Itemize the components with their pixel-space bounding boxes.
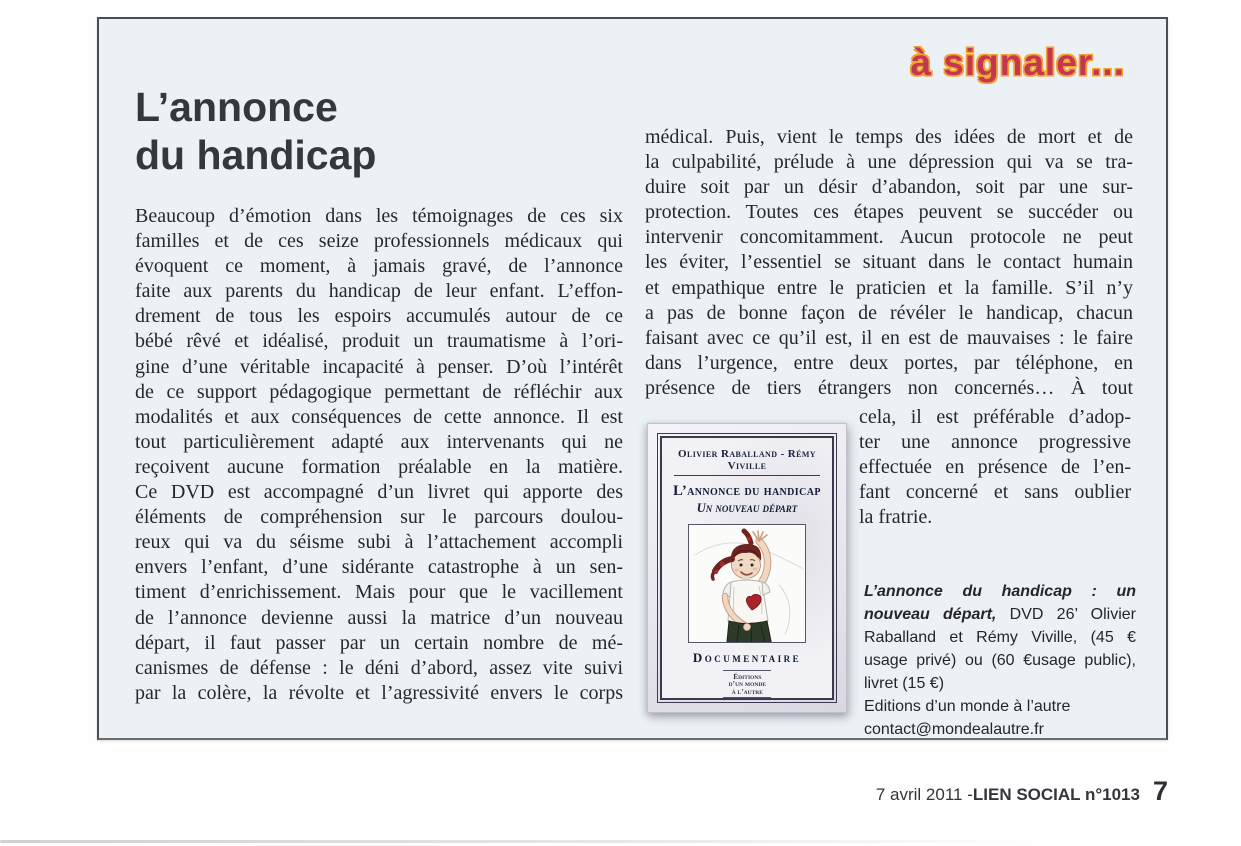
text-line: présence de tiers étrangers non concernés… À tout bbox=[645, 376, 1133, 399]
article-column-right bbox=[645, 125, 1133, 401]
section-label: à signaler... bbox=[910, 42, 1125, 83]
text-line: la culpabilité, prélude à une dépression qui va se tra- bbox=[645, 151, 1133, 174]
text-line: protection. Toutes ces étapes peuvent se succéder ou bbox=[645, 201, 1133, 224]
scan-edge-artifact bbox=[0, 840, 1042, 843]
dvd-caption bbox=[864, 580, 1136, 741]
text-line: duire soit par un désir d’abandon, soit par une sur- bbox=[645, 176, 1133, 199]
text-line: de ce support pédagogique permettant de réfléchir aux bbox=[135, 380, 623, 403]
page-footer bbox=[876, 776, 1168, 807]
page-number: 7 bbox=[1152, 776, 1168, 806]
text-line: faite aux parents du handicap de leur enfant. L’effon- bbox=[135, 280, 623, 303]
article-panel bbox=[97, 17, 1168, 740]
text-line: la fratrie. bbox=[859, 506, 933, 529]
text-line: dans l’urgence, entre deux portes, par téléphone, en bbox=[645, 351, 1133, 374]
article-title bbox=[135, 83, 376, 179]
text-line: faisant avec ce qu’il est, il en est de mauvaises : le faire bbox=[645, 326, 1133, 349]
text-line: cela, il est préférable d’adop- bbox=[859, 406, 1131, 428]
dvd-cover-inner-frame bbox=[660, 436, 834, 700]
text-line: par la colère, la révolte et l’agressivité envers le corps bbox=[135, 681, 623, 704]
dvd-caption-paragraph bbox=[864, 580, 1136, 695]
dvd-publisher-line1: Éditions bbox=[732, 671, 762, 681]
dvd-cover-authors: Olivier Raballand - Rémy Viville bbox=[674, 448, 820, 476]
text-line: Beaucoup d’émotion dans les témoignages de ces six bbox=[135, 205, 623, 227]
dvd-caption-publisher: Editions d’un monde à l’autre bbox=[864, 698, 1071, 715]
dvd-cover-title: L’annonce du handicap bbox=[673, 483, 821, 499]
text-line: timent d’enrichissement. Mais pour que le vacillement bbox=[135, 581, 623, 604]
dvd-caption-email: contact@mondealautre.fr bbox=[864, 721, 1044, 738]
text-line: de l’annonce devienne aussi la matrice d’un nouveau bbox=[135, 606, 623, 629]
dvd-publisher-logo bbox=[723, 670, 772, 699]
text-line: et empathique entre le praticien et la famille. S’il n’y bbox=[645, 276, 1133, 299]
text-line: modalités et aux conséquences de cette annonce. Il est bbox=[135, 405, 623, 428]
text-line: intervenir concomitamment. Aucun protocole ne peut bbox=[645, 226, 1133, 249]
text-line: départ, il faut passer par un certain nombre de mé- bbox=[135, 631, 623, 654]
dvd-caption-body: DVD 26’ Olivier Raballand et Rémy Viville, (45 € usage privé) ou (60 €usage public), livret (15 €) bbox=[864, 606, 1137, 692]
text-line: fant concerné et sans oublier bbox=[859, 481, 1131, 504]
article-column-right-wrap bbox=[859, 405, 1131, 530]
dvd-cover-subtitle: Un nouveau départ bbox=[696, 501, 798, 515]
article-column-left bbox=[135, 204, 623, 706]
footer-date: 7 avril 2011 - bbox=[875, 785, 973, 804]
text-line: éléments de compréhension sur le parcours doulou- bbox=[135, 506, 623, 529]
text-line: canismes de défense : le déni d’abord, assez vite suivi bbox=[135, 656, 623, 679]
dvd-cover-illustration bbox=[688, 524, 806, 643]
text-line: familles et de ces seize professionnels médicaux qui bbox=[135, 230, 623, 253]
text-line: a pas de bonne façon de révéler le handicap, chacun bbox=[645, 301, 1133, 324]
text-line: reçoivent aucune formation préalable en la matière. bbox=[135, 455, 623, 478]
dvd-cover-outer-frame bbox=[657, 433, 837, 703]
dvd-cover-image bbox=[647, 423, 847, 713]
text-line: gine d’une véritable incapacité à penser. D’où l’intérêt bbox=[135, 355, 623, 378]
dvd-publisher-line2: d’un monde bbox=[728, 679, 766, 688]
text-line: Ce DVD est accompagné d’un livret qui apporte des bbox=[135, 481, 623, 504]
footer-journal-issue: LIEN SOCIAL n°1013 bbox=[972, 785, 1140, 804]
article-title-line1: L’annonce bbox=[135, 84, 338, 130]
text-line: tout particulièrement adapté aux intervenants qui ne bbox=[135, 430, 623, 453]
text-line: drement de tous les espoirs accumulés autour de ce bbox=[135, 305, 623, 328]
text-line: bébé rêvé et idéalisé, produit un traumatisme à l’ori- bbox=[135, 330, 623, 353]
dvd-caption-title: L’annonce du handicap : un nouveau départ, bbox=[864, 583, 1136, 623]
text-line: envers l’enfant, d’une sidérante catastrophe à un sen- bbox=[135, 556, 623, 579]
text-line: évoquent ce moment, à jamais gravé, de l’annonce bbox=[135, 255, 623, 278]
girl-sketch-illustration bbox=[689, 525, 806, 643]
text-line: reux qui va du séisme subi à l’attachement accompli bbox=[135, 531, 623, 554]
text-line: les éviter, l’essentiel se situant dans le contact humain bbox=[645, 251, 1133, 274]
dvd-cover-genre: Documentaire bbox=[692, 649, 802, 665]
text-line: ter une annonce progressive bbox=[859, 431, 1131, 454]
dvd-publisher-line3: à l’autre bbox=[731, 686, 763, 696]
text-line: médical. Puis, vient le temps des idées de mort et de bbox=[645, 126, 1133, 148]
article-title-line2: du handicap bbox=[135, 132, 377, 178]
text-line: effectuée en présence de l’en- bbox=[859, 456, 1131, 479]
